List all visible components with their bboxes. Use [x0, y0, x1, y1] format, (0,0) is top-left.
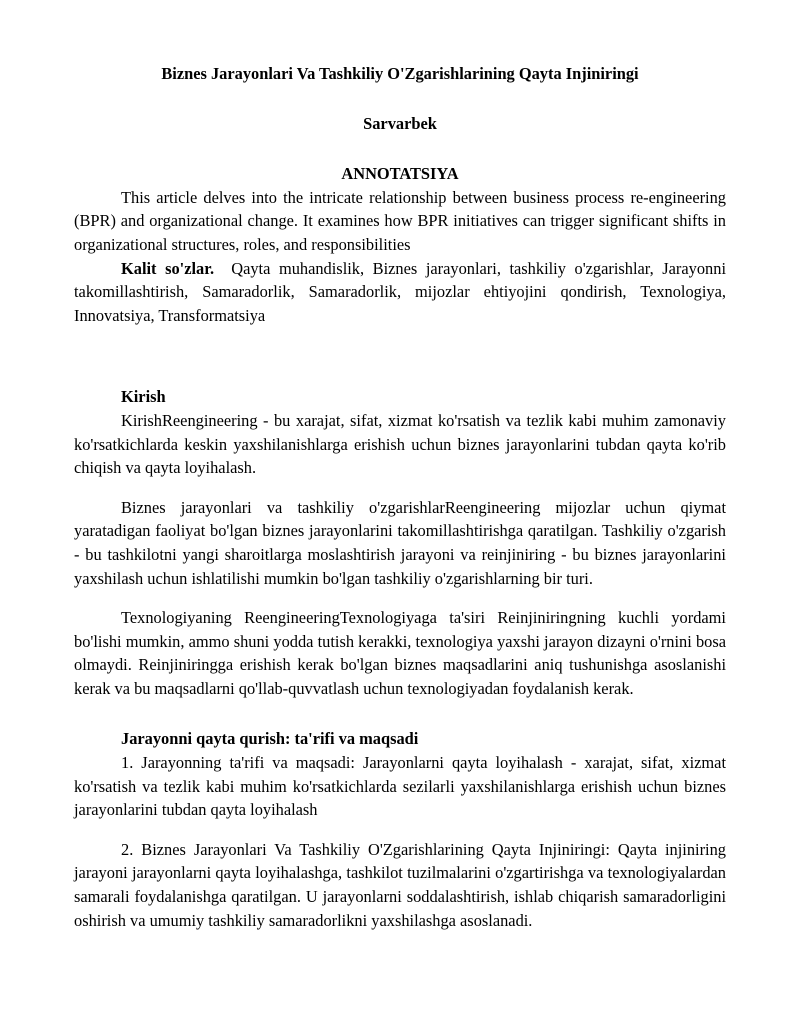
section-heading: Jarayonni qayta qurish: ta'rifi va maqsadi: [121, 729, 419, 749]
author-name: Sarvarbek: [363, 113, 437, 133]
introduction-paragraph-3: Texnologiyaning ReengineeringTexnologiyaga ta'siri Reinjiniringning kuchli yordami bo'lishi mumkin, ammo shuni yodda tutish kerakki, texnologiya yaxshi jarayon dizayni o'rnini bosa olmaydi. Reinjiniringga erishish kerak bo'lgan biznes maqsadlarini aniq tushunishga asoslanishi kerak va bu maqsadlarni qo'llab-quvvatlash uchun texnologiyadan foydalanish kerak.: [74, 608, 726, 698]
keywords-text: Qayta muhandislik, Biznes jarayonlari, tashkiliy o'zgarishlar, Jarayonni takomillashtirish, Samaradorlik, Samaradorlik, mijozlar ehtiyojini qondirish, Texnologiya, Innovatsiya, Transformatsiya: [74, 258, 726, 325]
document-page: [74, 62, 726, 932]
annotation-heading: ANNOTATSIYA: [341, 164, 459, 184]
introduction-paragraph-2: Biznes jarayonlari va tashkiliy o'zgarishlarReengineering mijozlar uchun qiymat yaratadigan faoliyat bo'lgan biznes jarayonlarini takomillashtirishga qaratilgan. Tashkiliy o'zgarish - bu tashkilotni yangi sharoitlarga moslashtirish jarayoni va reinjiniring - bu biznes jarayonlarini yaxshilash uchun ishlatilishi mumkin bo'lgan tashkiliy o'zgarishlarning bir turi.: [74, 497, 726, 588]
annotation-text: This article delves into the intricate relationship between business process re-engineering (BPR) and organizational change. It examines how BPR initiatives can trigger significant shifts in organizational structures, roles, and responsibilities: [74, 187, 726, 254]
introduction-paragraph-1: KirishReengineering - bu xarajat, sifat, xizmat ko'rsatish va tezlik kabi muhim zamonaviy ko'rsatkichlarda keskin yaxshilanishlarga erishish uchun biznes jarayonlarini tubdan qayta ko'rib chiqish va qayta loyihalash.: [74, 410, 726, 478]
keywords-label: Kalit so'zlar.: [121, 258, 215, 278]
section-paragraph-1: 1. Jarayonning ta'rifi va maqsadi: Jarayonlarni qayta loyihalash - xarajat, sifat, xizmat ko'rsatish va tezlik kabi muhim ko'rsatkichlarda sezilarli yaxshilanishlarga erishish uchun biznes jarayonlarini tubdan qayta loyihalash: [74, 753, 726, 820]
section-paragraph-2: 2. Biznes Jarayonlari Va Tashkiliy O'Zgarishlarining Qayta Injiniringi: Qayta injiniring jarayoni jarayonlarni qayta loyihalashga, tashkilot tuzilmalarini o'zgartirishga va texnologiyalardan samarali foydalanishga qaratilgan. U jarayonlarni soddalashtirish, ishlab chiqarish samaradorligini oshirish va umumiy tashkiliy samaradorlikni yaxshilashga asoslanadi.: [74, 839, 726, 930]
introduction-heading: Kirish: [121, 387, 166, 407]
keywords-paragraph: [74, 257, 726, 328]
paper-title: Biznes Jarayonlari Va Tashkiliy O'Zgarishlarining Qayta Injiniringi: [161, 64, 639, 83]
